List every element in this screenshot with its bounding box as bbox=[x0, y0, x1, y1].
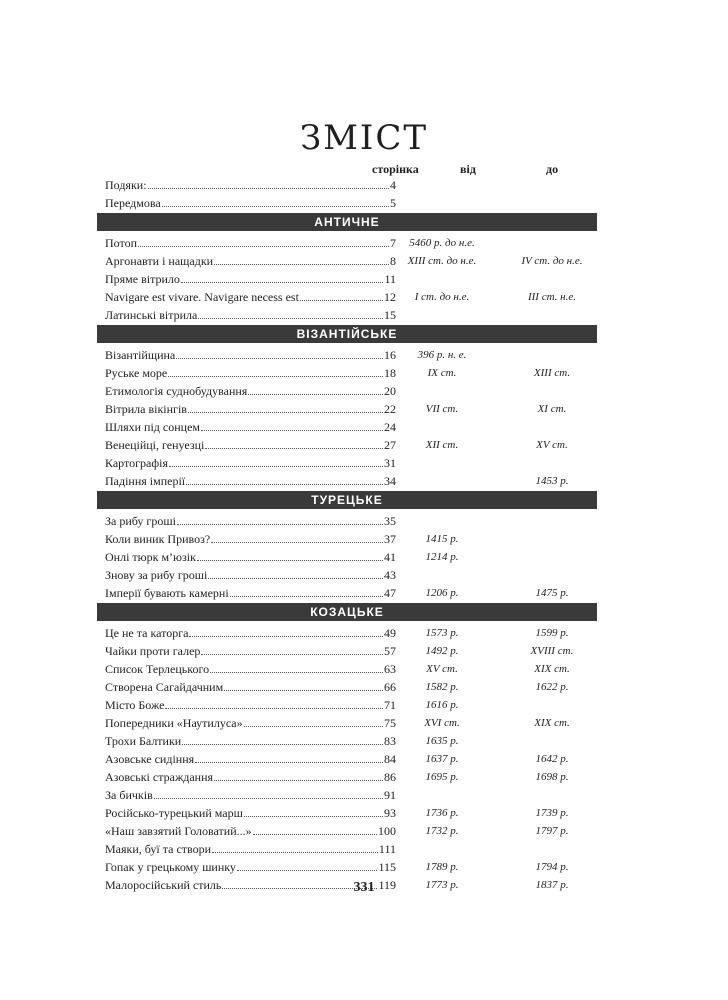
toc-entry-page: 49 bbox=[384, 626, 396, 640]
toc-entry-title: Етимологія суднобудування bbox=[105, 384, 248, 398]
dot-leader bbox=[224, 678, 383, 691]
toc-entry-page: 83 bbox=[384, 734, 396, 748]
toc-entry-line bbox=[105, 346, 396, 364]
toc-entry-page: 57 bbox=[384, 644, 396, 658]
toc-entry-line bbox=[105, 548, 396, 566]
dot-leader bbox=[168, 364, 383, 377]
toc-entry-line bbox=[105, 382, 396, 400]
toc-entry-to: 1794 р. bbox=[535, 861, 569, 873]
toc-entry[interactable] bbox=[97, 714, 597, 732]
toc-entry-title: Передмова bbox=[105, 196, 161, 210]
toc-entry[interactable] bbox=[97, 194, 597, 212]
toc-entry[interactable] bbox=[97, 234, 597, 252]
toc-entry-page: 43 bbox=[384, 568, 396, 582]
dot-leader bbox=[300, 288, 383, 301]
dot-leader bbox=[237, 858, 378, 871]
toc-entry-from: 5460 р. до н.е. bbox=[409, 237, 475, 249]
toc-entry[interactable] bbox=[97, 786, 597, 804]
toc-entry-title: «Наш завзятий Головатий...» bbox=[105, 824, 252, 838]
toc-entry-line bbox=[105, 436, 396, 454]
toc-entry-to: XVIII ст. bbox=[530, 645, 574, 657]
dot-leader bbox=[201, 418, 383, 431]
toc-entry-title: Потоп bbox=[105, 236, 138, 250]
toc-entry-from: I ст. до н.е. bbox=[414, 291, 470, 303]
toc-entry-page: 5 bbox=[390, 196, 396, 210]
toc-entry-page: 15 bbox=[384, 308, 396, 322]
toc-entry[interactable] bbox=[97, 270, 597, 288]
dot-leader bbox=[177, 512, 383, 525]
toc-entry-line bbox=[105, 696, 396, 714]
toc-entry-line bbox=[105, 714, 396, 732]
toc-entry-line bbox=[105, 288, 396, 306]
dot-leader bbox=[210, 660, 383, 673]
toc-entry-page: 34 bbox=[384, 474, 396, 488]
section-header: ВІЗАНТІЙСЬКЕ bbox=[97, 325, 597, 343]
section-header: КОЗАЦЬКЕ bbox=[97, 603, 597, 621]
dot-leader bbox=[181, 270, 384, 283]
toc-entry-page: 7 bbox=[390, 236, 396, 250]
toc-entry-from: 1206 р. bbox=[425, 587, 459, 599]
toc-entry-to: XIX ст. bbox=[534, 663, 570, 675]
toc-entry-line bbox=[105, 364, 396, 382]
dot-leader bbox=[138, 234, 389, 247]
toc-entry-title: Малоросійський стиль bbox=[105, 878, 222, 892]
toc-entry-from: XV ст. bbox=[426, 663, 458, 675]
toc-entry-title: Шляхи під сонцем bbox=[105, 420, 200, 434]
toc-entry[interactable] bbox=[97, 454, 597, 472]
dot-leader bbox=[214, 768, 383, 781]
table-of-contents bbox=[97, 176, 597, 894]
toc-entry-from: 1635 р. bbox=[425, 735, 459, 747]
toc-entry-line bbox=[105, 822, 396, 840]
page-number: 331 bbox=[353, 880, 375, 895]
toc-entry-title: Коли виник Привоз? bbox=[105, 532, 211, 546]
toc-entry[interactable] bbox=[97, 642, 597, 660]
toc-entry-title: Венеційці, генуезці bbox=[105, 438, 205, 452]
dot-leader bbox=[186, 472, 383, 485]
toc-entry-line bbox=[105, 400, 396, 418]
toc-entry-title: Падіння імперії bbox=[105, 474, 186, 488]
toc-entry[interactable] bbox=[97, 732, 597, 750]
toc-entry[interactable] bbox=[97, 768, 597, 786]
toc-entry[interactable] bbox=[97, 750, 597, 768]
toc-entry-title: Азовські страждання bbox=[105, 770, 214, 784]
toc-entry-title: Вітрила вікінгів bbox=[105, 402, 187, 416]
toc-entry-to: 1837 р. bbox=[535, 879, 569, 891]
toc-entry-from: 1573 р. bbox=[425, 627, 459, 639]
toc-entry-page: 71 bbox=[384, 698, 396, 712]
toc-entry[interactable] bbox=[97, 566, 597, 584]
page-title: ЗМІСТ bbox=[299, 118, 429, 158]
toc-entry[interactable] bbox=[97, 400, 597, 418]
toc-entry-to: 1599 р. bbox=[535, 627, 569, 639]
toc-entry[interactable] bbox=[97, 840, 597, 858]
dot-leader bbox=[201, 642, 383, 655]
toc-entry-from: IX ст. bbox=[427, 367, 457, 379]
toc-entry-line bbox=[105, 584, 396, 602]
section-header: АНТИЧНЕ bbox=[97, 213, 597, 231]
toc-entry-from: VII ст. bbox=[425, 403, 459, 415]
toc-entry-title: Місто Боже bbox=[105, 698, 165, 712]
dot-leader bbox=[169, 454, 383, 467]
toc-entry-from: 1582 р. bbox=[425, 681, 459, 693]
toc-entry-to: 1739 р. bbox=[535, 807, 569, 819]
toc-entry-to: IV ст. до н.е. bbox=[521, 255, 583, 267]
toc-entry[interactable] bbox=[97, 436, 597, 454]
toc-entry[interactable] bbox=[97, 584, 597, 602]
toc-entry-from: 1789 р. bbox=[425, 861, 459, 873]
toc-entry-to: XI ст. bbox=[537, 403, 567, 415]
dot-leader bbox=[195, 750, 383, 763]
toc-entry-title: Азовське сидіння bbox=[105, 752, 195, 766]
toc-entry-from: XIII ст. до н.е. bbox=[407, 255, 477, 267]
toc-entry-line bbox=[105, 454, 396, 472]
toc-entry-line bbox=[105, 472, 396, 490]
toc-entry-line bbox=[105, 252, 396, 270]
dot-leader bbox=[230, 584, 383, 597]
toc-entry-from: 1214 р. bbox=[425, 551, 459, 563]
toc-entry-page: 8 bbox=[390, 254, 396, 268]
toc-entry-from: XII ст. bbox=[425, 439, 459, 451]
toc-entry-line bbox=[105, 194, 396, 212]
toc-entry-title: Латинські вітрила bbox=[105, 308, 198, 322]
toc-entry-to: 1622 р. bbox=[535, 681, 569, 693]
toc-entry-page: 86 bbox=[384, 770, 396, 784]
toc-entry[interactable] bbox=[97, 678, 597, 696]
toc-entry[interactable] bbox=[97, 530, 597, 548]
toc-entry-to: 1698 р. bbox=[535, 771, 569, 783]
toc-entry-page: 27 bbox=[384, 438, 396, 452]
dot-leader bbox=[248, 382, 383, 395]
dot-leader bbox=[253, 822, 377, 835]
toc-entry-title: Картографія bbox=[105, 456, 168, 470]
toc-entry-title: Попередники «Наутилуса» bbox=[105, 716, 243, 730]
toc-entry-line bbox=[105, 624, 396, 642]
dot-leader bbox=[154, 786, 383, 799]
toc-entry-page: 22 bbox=[384, 402, 396, 416]
toc-entry-from: 1736 р. bbox=[425, 807, 459, 819]
toc-entry-title: Список Терлецького bbox=[105, 662, 210, 676]
toc-entry-from: 1773 р. bbox=[425, 879, 459, 891]
toc-entry-line bbox=[105, 804, 396, 822]
toc-entry-from: 1616 р. bbox=[425, 699, 459, 711]
toc-entry-to: 1475 р. bbox=[535, 587, 569, 599]
toc-entry-page: 16 bbox=[384, 348, 396, 362]
dot-leader bbox=[182, 732, 383, 745]
toc-entry[interactable] bbox=[97, 382, 597, 400]
toc-entry-page: 66 bbox=[384, 680, 396, 694]
dot-leader bbox=[244, 804, 383, 817]
toc-entry-title: Це не та каторга bbox=[105, 626, 189, 640]
toc-entry-line bbox=[105, 530, 396, 548]
toc-entry-from: 396 р. н. е. bbox=[417, 349, 467, 361]
toc-entry-from: 1415 р. bbox=[425, 533, 459, 545]
column-header-from: від bbox=[460, 162, 476, 176]
toc-entry-to: 1453 р. bbox=[535, 475, 569, 487]
toc-entry-page: 20 bbox=[384, 384, 396, 398]
toc-entry-title: Гопак у грецькому шинку bbox=[105, 860, 236, 874]
toc-entry-from: 1637 р. bbox=[425, 753, 459, 765]
toc-entry[interactable] bbox=[97, 696, 597, 714]
toc-entry-page: 93 bbox=[384, 806, 396, 820]
toc-entry-line bbox=[105, 660, 396, 678]
dot-leader bbox=[214, 252, 389, 265]
toc-entry-from: 1492 р. bbox=[425, 645, 459, 657]
dot-leader bbox=[176, 346, 383, 359]
toc-entry-line bbox=[105, 418, 396, 436]
toc-entry-line bbox=[105, 732, 396, 750]
dot-leader bbox=[211, 530, 383, 543]
toc-entry[interactable] bbox=[97, 176, 597, 194]
toc-entry-line bbox=[105, 750, 396, 768]
dot-leader bbox=[165, 696, 383, 709]
toc-entry-page: 47 bbox=[384, 586, 396, 600]
toc-entry-page: 4 bbox=[390, 178, 396, 192]
toc-entry-title: Візантійщина bbox=[105, 348, 176, 362]
toc-entry-page: 100 bbox=[378, 824, 396, 838]
toc-entry[interactable] bbox=[97, 660, 597, 678]
toc-entry-title: Пряме вітрило bbox=[105, 272, 180, 286]
toc-entry-title: Navigare est vivare. Navigare necess est bbox=[105, 290, 299, 304]
toc-entry-page: 41 bbox=[384, 550, 396, 564]
toc-entry-line bbox=[105, 768, 396, 786]
toc-entry-title: За рибу гроші bbox=[105, 514, 176, 528]
toc-entry-line bbox=[105, 270, 396, 288]
dot-leader bbox=[197, 548, 383, 561]
toc-entry-title: За бичків bbox=[105, 788, 153, 802]
toc-entry-to: XV ст. bbox=[536, 439, 568, 451]
toc-entry[interactable] bbox=[97, 804, 597, 822]
toc-entry-from: XVI ст. bbox=[424, 717, 460, 729]
dot-leader bbox=[205, 436, 383, 449]
toc-entry-page: 84 bbox=[384, 752, 396, 766]
toc-entry-page: 119 bbox=[378, 878, 396, 892]
toc-entry-from: 1732 р. bbox=[425, 825, 459, 837]
dot-leader bbox=[198, 306, 383, 319]
toc-entry-page: 12 bbox=[384, 290, 396, 304]
toc-entry[interactable] bbox=[97, 418, 597, 436]
toc-entry-page: 75 bbox=[384, 716, 396, 730]
toc-entry[interactable] bbox=[97, 472, 597, 490]
toc-entry-page: 37 bbox=[384, 532, 396, 546]
toc-entry-line bbox=[105, 566, 396, 584]
toc-entry-page: 35 bbox=[384, 514, 396, 528]
toc-entry[interactable] bbox=[97, 512, 597, 530]
toc-entry-line bbox=[105, 512, 396, 530]
toc-entry-title: Руське море bbox=[105, 366, 168, 380]
toc-entry-page: 63 bbox=[384, 662, 396, 676]
dot-leader bbox=[189, 624, 383, 637]
toc-entry-title: Подяки: bbox=[105, 178, 147, 192]
toc-entry[interactable] bbox=[97, 346, 597, 364]
toc-entry[interactable] bbox=[97, 252, 597, 270]
toc-entry-to: III ст. н.е. bbox=[527, 291, 577, 303]
section-header: ТУРЕЦЬКЕ bbox=[97, 491, 597, 509]
dot-leader bbox=[148, 176, 389, 189]
toc-entry-title: Онлі тюрк м’юзік bbox=[105, 550, 196, 564]
toc-entry-to: 1797 р. bbox=[535, 825, 569, 837]
toc-entry-title: Знову за рибу гроші bbox=[105, 568, 208, 582]
toc-entry-page: 111 bbox=[378, 842, 396, 856]
dot-leader bbox=[162, 194, 389, 207]
toc-entry[interactable] bbox=[97, 306, 597, 324]
toc-entry[interactable] bbox=[97, 364, 597, 382]
toc-entry[interactable] bbox=[97, 858, 597, 876]
dot-leader bbox=[208, 566, 383, 579]
toc-entry-to: XIX ст. bbox=[534, 717, 570, 729]
toc-entry-title: Маяки, буї та створи bbox=[105, 842, 212, 856]
dot-leader bbox=[188, 400, 383, 413]
toc-entry-page: 91 bbox=[384, 788, 396, 802]
column-header-to: до bbox=[546, 162, 559, 176]
dot-leader bbox=[244, 714, 383, 727]
toc-entry-to: 1642 р. bbox=[535, 753, 569, 765]
toc-entry[interactable] bbox=[97, 822, 597, 840]
toc-entry-title: Створена Сагайдачним bbox=[105, 680, 224, 694]
toc-entry[interactable] bbox=[97, 548, 597, 566]
toc-entry-from: 1695 р. bbox=[425, 771, 459, 783]
column-header-page: сторінка bbox=[372, 162, 419, 176]
toc-entry-page: 31 bbox=[384, 456, 396, 470]
toc-entry[interactable] bbox=[97, 624, 597, 642]
toc-entry-title: Російсько-турецький марш bbox=[105, 806, 243, 820]
toc-entry-page: 11 bbox=[384, 272, 396, 286]
toc-entry-line bbox=[105, 678, 396, 696]
toc-entry-title: Імперії бувають камерні bbox=[105, 586, 229, 600]
toc-entry-title: Аргонавти і нащадки bbox=[105, 254, 214, 268]
toc-entry-line bbox=[105, 234, 396, 252]
toc-entry-line bbox=[105, 176, 396, 194]
dot-leader bbox=[212, 840, 378, 853]
toc-entry-line bbox=[105, 642, 396, 660]
toc-entry-title: Трохи Балтики bbox=[105, 734, 182, 748]
toc-entry-page: 115 bbox=[378, 860, 396, 874]
toc-entry-title: Чайки проти галер bbox=[105, 644, 201, 658]
toc-entry-line bbox=[105, 858, 396, 876]
toc-entry-page: 24 bbox=[384, 420, 396, 434]
toc-entry-line bbox=[105, 840, 396, 858]
toc-entry-page: 18 bbox=[384, 366, 396, 380]
toc-entry[interactable] bbox=[97, 288, 597, 306]
toc-entry-line bbox=[105, 786, 396, 804]
toc-entry-to: XIII ст. bbox=[533, 367, 571, 379]
toc-entry-line bbox=[105, 306, 396, 324]
